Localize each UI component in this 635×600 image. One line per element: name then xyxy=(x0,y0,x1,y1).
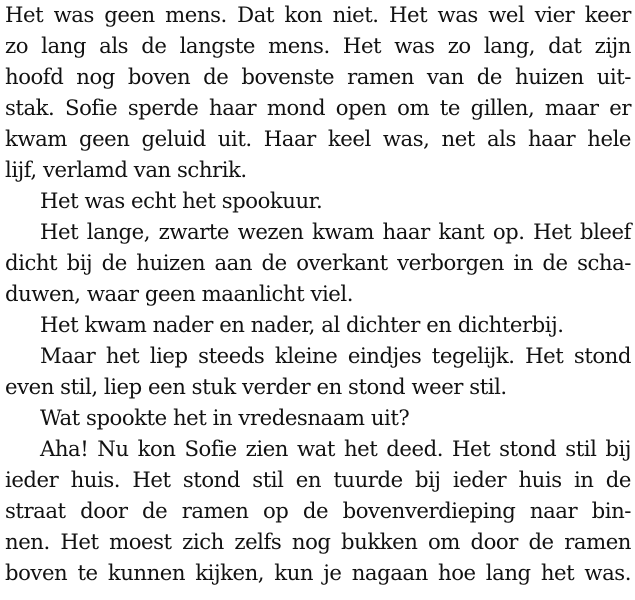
text-line: Wat spookte het in vredesnaam uit? xyxy=(40,405,410,430)
text-line: stak. Sofie sperde haar mond open om te gillen, maar er xyxy=(5,95,631,120)
text-line: Het lange, zwarte wezen kwam haar kant op. Het bleef xyxy=(40,219,631,244)
text-line: zo lang als de langste mens. Het was zo lang, dat zijn xyxy=(5,33,631,58)
text-line: ieder huis. Het stond stil en tuurde bij ieder huis in de xyxy=(5,467,631,492)
text-line: boven te kunnen kijken, kun je nagaan hoe lang het was. xyxy=(5,560,631,585)
text-line: Maar het liep steeds kleine eindjes tegelijk. Het stond xyxy=(40,343,631,368)
text-line: Aha! Nu kon Sofie zien wat het deed. Het stond stil bij xyxy=(40,436,631,461)
text-line: even stil, liep een stuk verder en stond weer stil. xyxy=(5,374,507,399)
text-line: Het kwam nader en nader, al dichter en dichterbij. xyxy=(40,312,564,337)
text-line: straat door de ramen op de bovenverdieping naar bin- xyxy=(5,498,631,523)
text-line: Het was geen mens. Dat kon niet. Het was wel vier keer xyxy=(5,2,631,27)
text-line: Het was echt het spookuur. xyxy=(40,188,323,213)
text-line: kwam geen geluid uit. Haar keel was, net als haar hele xyxy=(5,126,631,151)
text-line: dicht bij de huizen aan de overkant verborgen in de scha- xyxy=(5,250,631,275)
text-line: hoofd nog boven de bovenste ramen van de huizen uit- xyxy=(5,64,631,89)
text-line: nen. Het moest zich zelfs nog bukken om door de ramen xyxy=(5,529,631,554)
text-line: duwen, waar geen maanlicht viel. xyxy=(5,281,353,306)
text-line: lijf, verlamd van schrik. xyxy=(5,157,247,182)
